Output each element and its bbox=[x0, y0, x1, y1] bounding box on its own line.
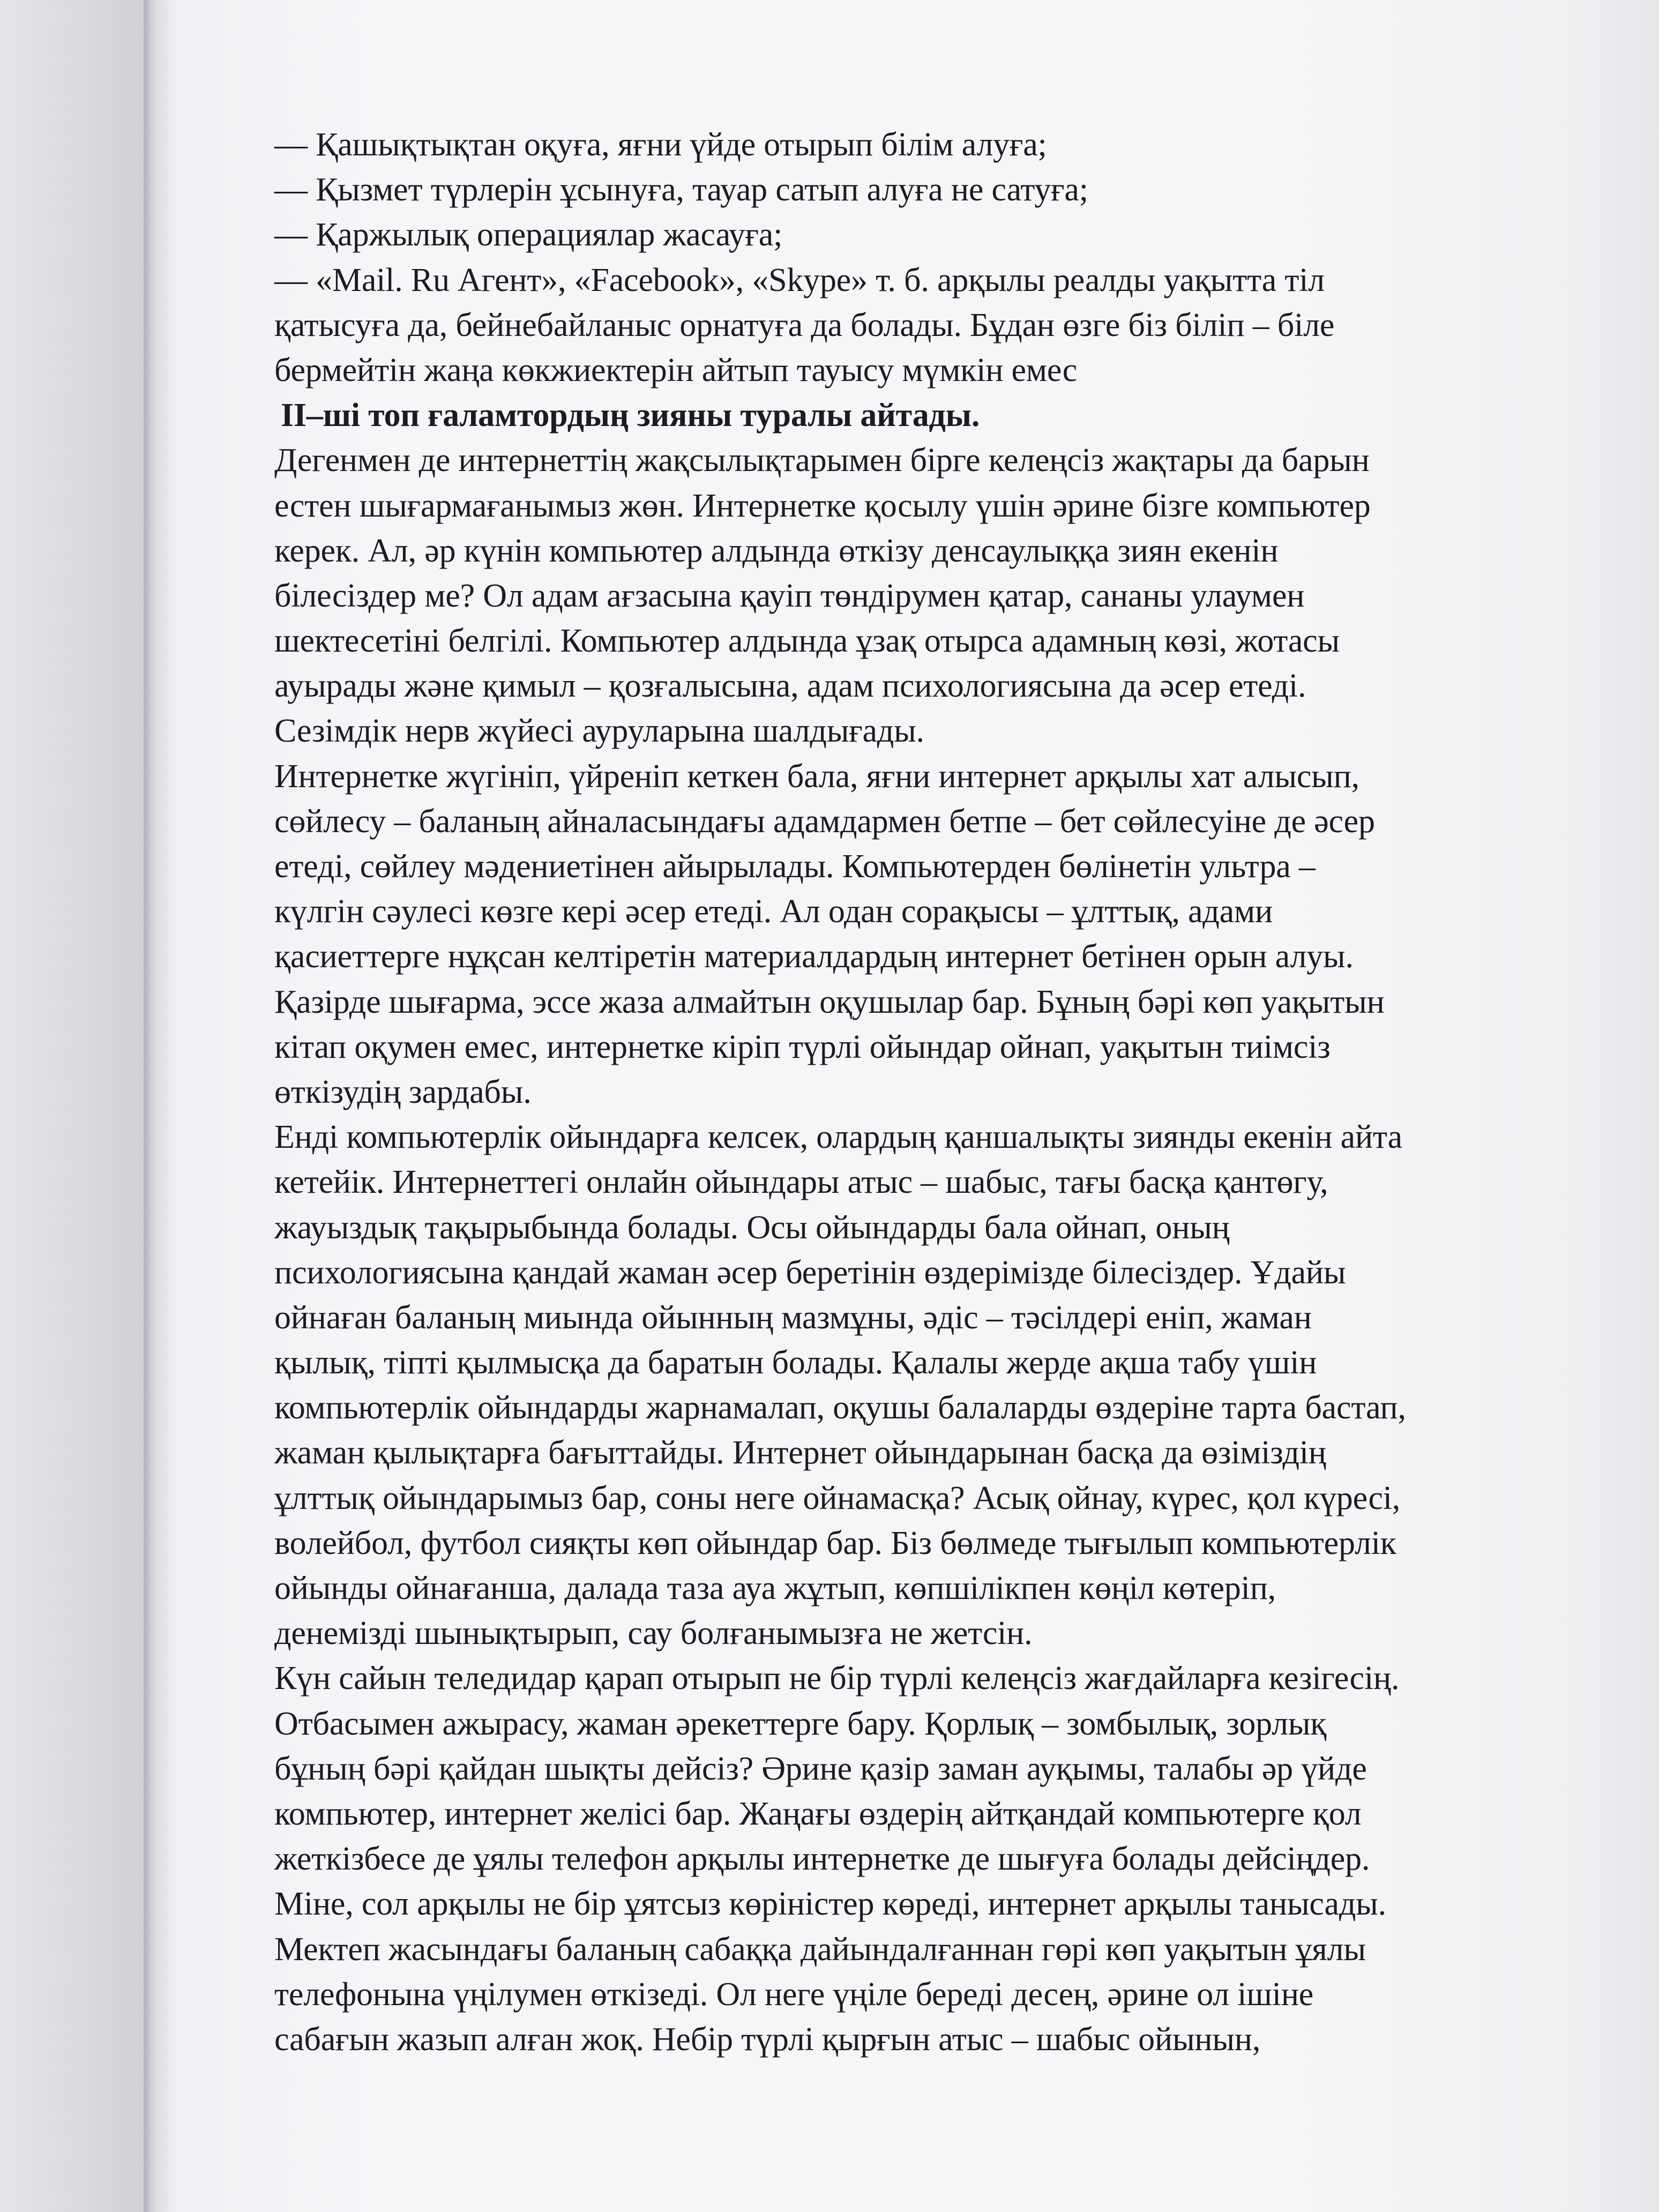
text-line: қатысуға да, бейнебайланыс орнатуға да болады. Бұдан өзге біз біліп – біле bbox=[274, 307, 1335, 343]
text-line: сөйлесу – баланың айналасындағы адамдармен бетпе – бет сөйлесуіне де әсер bbox=[274, 803, 1375, 840]
text-line: компьютер, интернет желісі бар. Жаңағы өздерің айтқандай компьютерге қол bbox=[274, 1795, 1362, 1832]
text-line: компьютерлік ойындарды жарнамалап, оқушы балаларды өздеріне тарта бастап, bbox=[274, 1389, 1406, 1426]
text-line: шектесетіні белгілі. Компьютер алдында ұзақ отырса адамның көзі, жотасы bbox=[274, 623, 1340, 660]
text-line: телефонына үңілумен өткізеді. Ол неге үңіле береді десең, әрине ол ішіне bbox=[274, 1976, 1314, 2013]
text-line: ауырады және қимыл – қозғалысына, адам психологиясына да әсер етеді. bbox=[274, 668, 1306, 705]
text-line: бұның бәрі қайдан шықты дейсіз? Әрине қазір заман ауқымы, талабы әр үйде bbox=[274, 1750, 1367, 1787]
text-line: Сезімдік нерв жүйесі ауруларына шалдығады. bbox=[274, 713, 924, 750]
text-line: — Қаржылық операциялар жасауға; bbox=[274, 216, 783, 253]
section-heading: ІІ–ші топ ғаламтордың зияны туралы айтады. bbox=[281, 397, 980, 434]
text-line: волейбол, футбол сияқты көп ойындар бар. Біз бөлмеде тығылып компьютерлік bbox=[274, 1525, 1396, 1561]
text-line: ойнаған баланың миында ойынның мазмұны, әдіс – тәсілдері еніп, жаман bbox=[274, 1299, 1312, 1336]
text-line: ұлттық ойындарымыз бар, соны неге ойнамасқа? Асық ойнау, күрес, қол күресі, bbox=[274, 1479, 1401, 1516]
text-line: қылық, тіпті қылмысқа да баратын болады. Қалалы жерде ақша табу үшін bbox=[274, 1344, 1317, 1381]
text-line: білесіздер ме? Ол адам ағзасына қауіп төндірумен қатар, сананы улаумен bbox=[274, 577, 1305, 614]
text-line: Қазірде шығарма, эссе жаза алмайтын оқушылар бар. Бұның бәрі көп уақытын bbox=[274, 983, 1385, 1020]
text-line: психологиясына қандай жаман әсер беретінін өздерімізде білесіздер. Ұдайы bbox=[274, 1254, 1346, 1291]
text-line: күлгін сәулесі көзге кері әсер етеді. Ал одан сорақысы – ұлттық, адами bbox=[274, 893, 1273, 930]
text-line: кітап оқумен емес, интернетке кіріп түрлі ойындар ойнап, уақытын тиімсіз bbox=[274, 1028, 1331, 1065]
text-line: Отбасымен ажырасу, жаман әрекеттерге бару. Қорлық – зомбылық, зорлық bbox=[274, 1705, 1327, 1742]
text-line: — «Mail. Ru Агент», «Facebook», «Skype» т. б. арқылы реалды уақытта тіл bbox=[274, 261, 1325, 298]
text-line: Міне, сол арқылы не бір ұятсыз көріністер көреді, интернет арқылы танысады. bbox=[274, 1886, 1386, 1923]
document-body bbox=[274, 122, 1560, 2062]
text-line: Мектеп жасындағы баланың сабаққа дайындалғаннан гөрі көп уақытын ұялы bbox=[274, 1931, 1366, 1968]
text-line: керек. Ал, әр күнін компьютер алдында өткізу денсаулыққа зиян екенін bbox=[274, 532, 1279, 569]
text-line: Интернетке жүгініп, үйреніп кеткен бала, яғни интернет арқылы хат алысып, bbox=[274, 758, 1359, 795]
text-line: бермейтін жаңа көкжиектерін айтып тауысу мүмкін емес bbox=[274, 352, 1078, 388]
text-line: қасиеттерге нұқсан келтіретін материалдардың интернет бетінен орын алуы. bbox=[274, 938, 1354, 975]
text-line: Дегенмен де интернеттің жақсылықтарымен бірге келеңсіз жақтары да барын bbox=[274, 442, 1370, 479]
text-line: Енді компьютерлік ойындарға келсек, олардың қаншалықты зиянды екенін айта bbox=[274, 1119, 1402, 1156]
text-line: етеді, сөйлеу мәдениетінен айырылады. Компьютерден бөлінетін ультра – bbox=[274, 848, 1316, 885]
text-line: кетейік. Интернеттегі онлайн ойындары атыс – шабыс, тағы басқа қантөгу, bbox=[274, 1164, 1328, 1201]
text-line: жеткізбесе де ұялы телефон арқылы интернетке де шығуға болады дейсіңдер. bbox=[274, 1841, 1370, 1878]
text-line: жауыздық тақырыбында болады. Осы ойындарды бала ойнап, оның bbox=[274, 1209, 1230, 1246]
text-line: сабағын жазып алған жоқ. Небір түрлі қырғын атыс – шабыс ойынын, bbox=[274, 2021, 1261, 2058]
page-gutter-shadow bbox=[144, 0, 150, 2212]
text-line: ойынды ойнағанша, далада таза ауа жұтып, көпшілікпен көңіл көтеріп, bbox=[274, 1570, 1276, 1606]
text-line: — Қызмет түрлерін ұсынуға, тауар сатып алуға не сатуға; bbox=[274, 171, 1088, 208]
text-line: естен шығармағанымыз жөн. Интернетке қосылу үшін әрине бізге компьютер bbox=[274, 487, 1371, 524]
text-line: өткізудің зардабы. bbox=[274, 1073, 532, 1110]
text-line: жаман қылықтарға бағыттайды. Интернет ойындарынан басқа да өзіміздің bbox=[274, 1434, 1326, 1471]
text-line: — Қашықтықтан оқуға, яғни үйде отырып білім алуға; bbox=[274, 126, 1047, 163]
text-line: Күн сайын теледидар қарап отырып не бір түрлі келеңсіз жағдайларға кезігесің. bbox=[274, 1660, 1400, 1697]
text-line: денемізді шынықтырып, сау болғанымызға не жетсін. bbox=[274, 1615, 1033, 1652]
